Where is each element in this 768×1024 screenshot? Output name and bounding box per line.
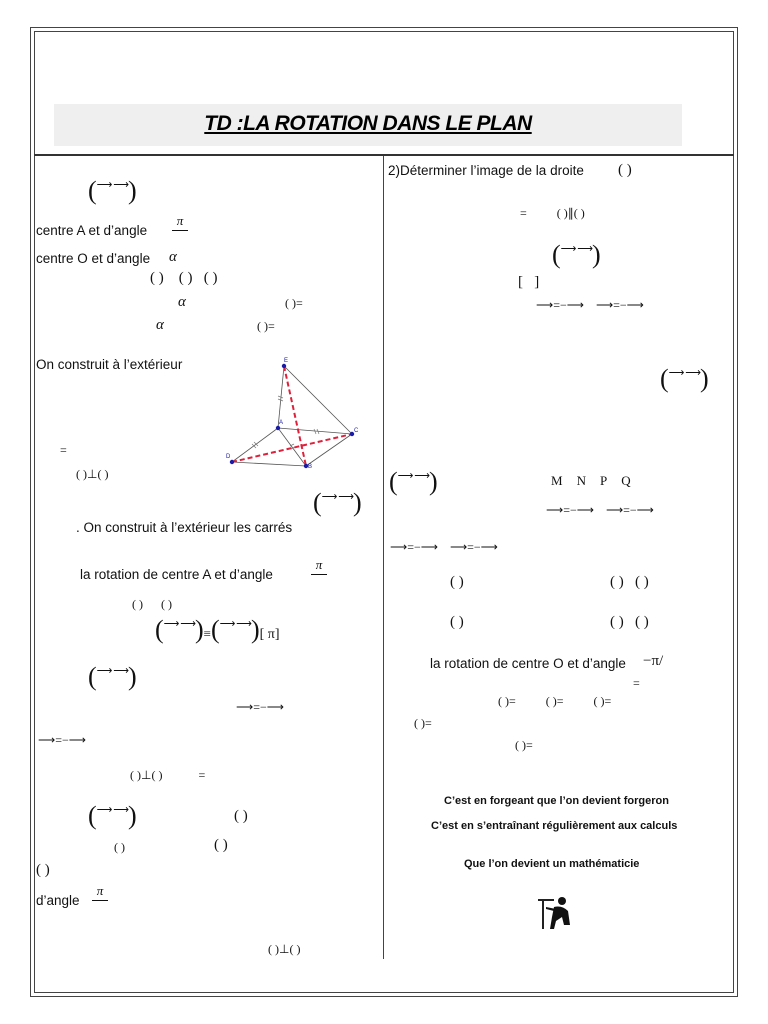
vector-congruence: (⟶ ⟶)≡(⟶ ⟶)[ π] [155,615,280,644]
perp-relation-3: ( )⊥( ) [268,942,301,956]
vector-angle-6: (⟶ ⟶) [660,364,709,393]
geometry-figure [222,356,362,474]
vector-angle-2: (⟶ ⟶) [313,488,362,517]
alpha-symbol-3: α [156,317,164,333]
paren-4: ( ) [114,840,125,854]
perp-relation-1: ( )⊥( ) [76,467,109,481]
paren-eq-1: ( )= [285,296,303,310]
edge-a-d [232,428,278,462]
text-centre-o: centre O et d’angle [36,251,151,266]
fraction-pi-1: π [172,213,188,239]
page-title: TD :LA ROTATION DANS LE PLAN [204,112,532,135]
quote-line-1: C’est en forgeant que l’on devient forgeron [444,795,669,807]
point-a [276,426,280,430]
point-e [282,364,286,368]
label-e: E [284,358,289,364]
point-q-label: Q [621,473,631,488]
point-d [230,460,234,464]
paren-8: ( ) [450,614,464,630]
text-carres: . On construit à l’extérieur les carrés [76,520,293,535]
edge-e-c [284,366,352,434]
paren-group-2: ( ) ( ) [132,597,172,611]
alpha-symbol-1: α [169,249,177,265]
vector-angle-5: (⟶ ⟶) [552,240,601,269]
vector-angle-3: (⟶ ⟶) [88,662,137,691]
quote-line-3: Que l’on devient un mathématicie [464,858,640,870]
paren-6: ( ) [36,862,50,878]
vector-angle-1: (⟶ ⟶) [88,176,137,205]
equals-2: = [633,676,640,690]
label-b: B [308,464,313,470]
vector-angle-4: (⟶ ⟶) [88,801,137,830]
vector-eq-2: ⟶=−⟶ [38,733,86,747]
text-construit: On construit à l’extérieur [36,357,183,372]
column-divider [383,156,384,959]
paren-pair-2: ( ) ( ) [610,614,649,630]
image-eq-row-1: ( )= ( )= ( )= [498,694,612,708]
edge-d-b [232,462,306,466]
paren-5: ( ) [214,837,228,853]
text-centre-a: centre A et d’angle [36,223,148,238]
point-n-label: N [576,473,586,488]
perp-relation-2: ( )⊥( ) = [130,768,206,782]
point-m-label: M [551,473,563,488]
vector-eq-3: ⟶=−⟶ ⟶=−⟶ [536,298,644,312]
vector-eq-4: ⟶=−⟶ ⟶=−⟶ [546,503,654,517]
text-rotation-a: la rotation de centre A et d’angle [80,567,273,582]
image-eq-3: ( )= [515,738,533,752]
equals-1: = [60,443,67,457]
title-band [54,104,682,146]
vector-angle-7: (⟶ ⟶) [389,467,438,496]
paren-line: ( ) [618,162,632,178]
text-dangle: d’angle [36,893,80,908]
image-eq-2: ( )= [414,716,432,730]
vector-eq-5: ⟶=−⟶ ⟶=−⟶ [390,540,498,554]
label-d: D [226,454,231,460]
interval-bracket: [ ] [518,274,540,290]
label-c: C [354,428,359,434]
vector-eq-1: ⟶=−⟶ [236,700,284,714]
header-divider [34,154,734,156]
fraction-pi-3: π [92,883,108,909]
text-rotation-o: la rotation de centre O et d’angle [430,656,626,671]
minus-pi-fraction: −π/ [643,653,664,669]
alpha-symbol-2: α [178,294,186,310]
paren-pair-1: ( ) ( ) [610,574,649,590]
paren-3: ( ) [234,808,248,824]
quote-line-2: C’est en s’entraînant régulièrement aux calculs [431,820,678,832]
dashed-d-c [232,434,352,462]
parallel-relation: = ( )∥( ) [520,206,585,220]
paren-7: ( ) [450,574,464,590]
paren-group-1: ( ) ( ) ( ) [150,270,218,286]
thinking-figure-icon [536,895,576,931]
paren-eq-2: ( )= [257,319,275,333]
points-mnpq [551,473,645,489]
text-image-droite: 2)Déterminer l’image de la droite [388,163,584,178]
fraction-pi-2: π [311,557,327,583]
point-p-label: P [599,473,608,488]
label-a: A [279,420,284,426]
